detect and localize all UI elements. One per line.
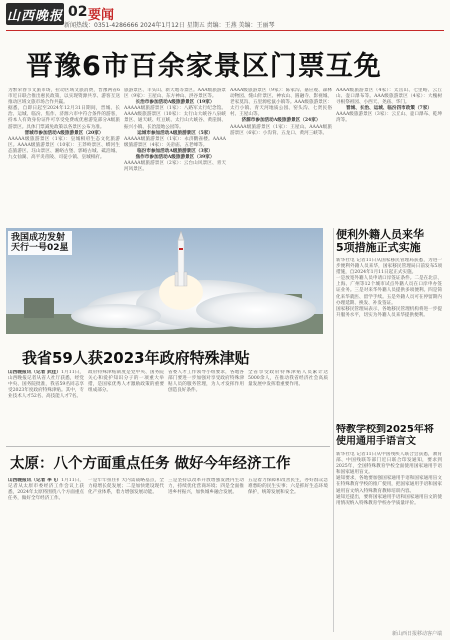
sidebar-sign-language	[336, 424, 444, 630]
article-3-column-4	[248, 478, 328, 628]
lead-subhead-jiaozuo: 焦作市参加活动A级旅游景区（39家）	[135, 155, 215, 161]
lead-body: 据悉，自即日起至2024年12月31日期间，晋城、长治、运城、临汾、焦作、济源六市中符合条件的游客，持本人有效身份证件可享受免费或优惠游览部分A级旅游景区。具体门票减免政策以各景区公布为准。	[8, 106, 120, 130]
sidebar-2-title-line-1: 特教学校到2025年将	[336, 424, 434, 435]
photo-caption-line-2: 天行一号02星	[11, 243, 69, 253]
article-3-column-1	[8, 478, 84, 628]
lead-column-3	[230, 88, 332, 224]
photo-caption-line-1: 我国成功发射	[11, 233, 66, 243]
lead-list-jiyuan: AAAAA级旅游景区（1家）：王屋山。AAAA级旅游景区（6家）：小沟背、五龙口、黄河三峡等。	[230, 124, 332, 136]
lead-list-jiaozuo: AAAAA级旅游景区（2家）：云台山风景区、青天河风景区。	[124, 161, 226, 173]
article-2-byline: 山西晚报讯（记者 武佳）	[8, 370, 62, 375]
logo-text: 山西晚报	[6, 8, 63, 24]
article-2-col3-text: 省委人才工作领导小组要求，各地各部门要进一步加强对享受政府特殊津贴人员的服务管理，为人才发挥作用创造良好条件。	[168, 370, 244, 394]
article-2-col1-text: 1月11日，山西晚报记者从省人社厅获悉，经党中央、国务院批准，我省59名同志享受2023年度政府特殊津贴。其中，专业技术人才52名、高技能人才7名。	[8, 370, 84, 400]
article-3-col2-text: 一是牢牢扭住扩大内需战略基点，全力稳增长促发展；二是加快建设现代化产业体系，着力增强发展动能。	[88, 478, 164, 496]
sidebar-1-title-line-2: 5项措施正式实施	[336, 241, 421, 254]
section-title: 要闻	[88, 8, 115, 23]
article-2-column-1	[8, 370, 84, 440]
masthead	[6, 3, 444, 27]
lead-list-yuncheng: AAAAA级旅游景区（1家）：永济鹳雀楼。AAAA级旅游景区（4家）：关帝庙、五老峰等。	[124, 136, 226, 148]
lead-subhead-jiyuan: 济源市参加活动A级旅游景区（24家）	[241, 118, 321, 124]
sidebar-2-body	[336, 452, 442, 630]
article-2-column-4	[248, 370, 328, 440]
sidebar-1-para-2: 一是放宽外籍人员申请口岸签证条件。二是在北京、上海、广州等12个城市试点外籍人员在口岸申办签证业务。三是对来华外籍人员提供多项便利。四是简化来华就医、留学手续。五是外籍人员可在停留期内办理延期、换发、补发签证。	[336, 276, 442, 306]
article-3-byline: 山西晚报讯（记者 李飞）	[8, 478, 62, 483]
sidebar-2-para-1: 新华社电 记者11日从中国残疾人联合会获悉，教育部、中国残联等部门近日联合印发通知，要求到2025年，全国特殊教育学校全面使用国家通用手语和国家通用盲文。	[336, 452, 442, 476]
rocket-launch-photo	[6, 228, 323, 334]
sidebar-2-title-line-2: 使用通用手语言文	[336, 436, 416, 447]
lead-subhead-yuncheng: 运城市参加活动A级旅游景区（5家）	[137, 130, 213, 136]
lead-list-jiaozuo-2: AAAA级旅游景区（9家）：陈家沟、嘉应观、森林动物园、缝山针景区、神农山、圆融寺、影视城、老家莫沟、五里源松鼠小镇等。AAA级旅游景区：太行小镇、青天河地质公园、窑头沟、七贤民俗村、王屋山等。	[230, 88, 332, 118]
lead-list-policy: AAAA级旅游景区（3家）：云丘山、壶口瀑布、乾坤湾等。	[336, 112, 442, 124]
lead-subhead-jincheng: 晋城市参加活动A级旅游景区（20家）	[24, 130, 104, 136]
lead-intro: 为繁荣春节文旅市场，拉动区域文旅消费，晋豫两省6市近日联合推出惠民政策，以实现资源共享、游客互送推动区域文旅市场合作共赢。	[8, 88, 120, 106]
article-2-col2-text: 政府特殊津贴制度是党中央、国务院关心和爱护知识分子的一项重大举措，是国家优秀人才激励政策的重要组成部分。	[88, 370, 164, 394]
photo-caption	[8, 231, 72, 255]
lead-headline: 晋豫6市百余家景区门票互免	[26, 51, 382, 82]
article-2-column-3	[168, 370, 244, 440]
lead-list-linfen: AAAA级旅游景区（4家）：太岳山、七里峪、云丘山、壶口瀑布等。AAA级旅游景区（4家）：大槐树寻根祭祖园、小西天、尧庙、华门。	[336, 88, 442, 106]
article-3-headline: 太原：八个方面重点任务 做好今年经济工作	[10, 456, 291, 472]
lead-list-jincheng: AAAAA级旅游景区（1家）：皇城相府生态文化旅游区。AAAA级旅游景区（10家）：王莽岭景区、蟒河生态旅游区、珏山景区、湘峪古堡、郭峪古城、砥洎城、九女仙湖、高平炎帝陵、司徒小镇、皇城相府。	[8, 136, 120, 161]
lead-column-2	[124, 88, 226, 224]
page-number: 02	[68, 4, 88, 20]
article-2-headline: 我省59人获2023年政府特殊津贴	[22, 349, 250, 367]
sidebar-1-para-1: 新华社电 记者11日从国家移民管理局获悉，为进一步便利外籍人员来华，国家移民管理局日前发布5项措施，自2024年1月11日起正式实施。	[336, 258, 442, 276]
lead-list-changzhi: AAAAA级旅游景区（1家）：八路军太行纪念馆。AAAA级旅游景区（10家）：太行山大峡谷八泉峡景区、通天峡、红豆峡、太行山大峡谷、黄崖洞、振兴小镇、长治湿地公园等。	[124, 106, 226, 130]
lead-subhead-changzhi: 长治市参加活动A级旅游景区（19家）	[135, 100, 215, 106]
sidebar-foreigners-entry	[336, 228, 444, 418]
article-3-col1-text: 1月11日，记者从太原市委经济工作会议上获悉，2024年太原将围绕八个方面重点任务，做好全年经济工作。	[8, 478, 84, 502]
lead-col2-body: 旅游景区、羊头山、新天地等景区。AAA级旅游景区（9家）：王屋山、东方神山、洪谷景区等。	[124, 88, 226, 100]
footer-note: 新山西日报移动客户端	[391, 631, 442, 637]
newspaper-logo	[6, 3, 64, 25]
sidebar-1-body	[336, 258, 442, 418]
lead-column-4	[336, 88, 442, 220]
lead-subhead-linfen: 临汾市参加活动A级旅游景区（3家）	[137, 148, 213, 154]
article-3-column-2	[88, 478, 164, 628]
masthead-rule	[6, 30, 444, 31]
column-divider	[333, 228, 334, 632]
sidebar-2-para-2: 通知要求，各地要加强国家通用手语和国家通用盲文在特殊教育学校的推广使用，把国家通用手语和国家通用盲文纳入特殊教育教师培训内容。	[336, 476, 442, 494]
article-3-col3-text: 三是坚持以改革开放增强发展内生动力，持续优化营商环境；四是全面推进乡村振兴，加快城乡融合发展。	[168, 478, 244, 496]
article-divider	[6, 446, 330, 447]
lead-subhead-policy: 晋城、长治、运城、临汾四市政策（7家）	[346, 106, 432, 112]
lead-column-1	[8, 88, 120, 220]
article-2-col4-text: 全省享受政府特殊津贴人员累计达5000余人，在推动我省经济社会高质量发展中发挥着重要作用。	[248, 370, 328, 388]
sidebar-1-title-line-1: 便利外籍人员来华	[336, 228, 424, 241]
article-3-column-3	[168, 478, 244, 628]
article-2-column-2	[88, 370, 164, 440]
sidebar-1-para-3: 国家移民管理局表示，各地移民管理机构将进一步提升服务水平，切实为外籍人员来华提供便利。	[336, 306, 442, 318]
article-3-col4-text: 五是着力保障和改善民生，办好群众急难愁盼的民生实事；六是抓好生态环境保护，统筹发展和安全。	[248, 478, 328, 496]
sidebar-2-para-3: 通知还提出，要将国家通用手语和国家通用盲文的使用情况纳入特殊教育学校办学质量评价。	[336, 494, 442, 506]
masthead-info-line: 新闻热线：0351-4286666 2024年1月12日 星期五 责编：王燕 美编：王丽琴	[64, 22, 275, 29]
